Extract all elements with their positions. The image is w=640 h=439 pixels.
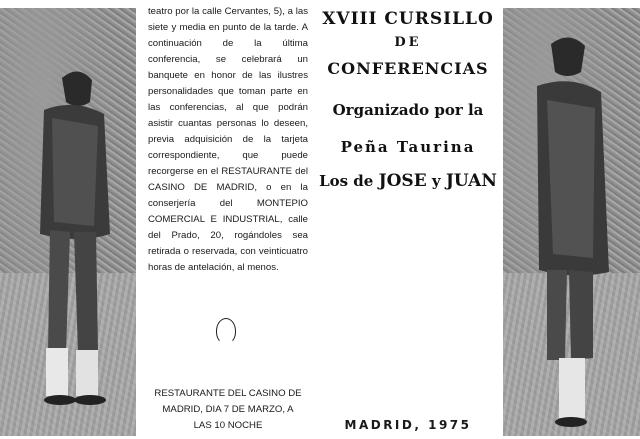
bullfighter-photo-left: [0, 8, 136, 436]
bullfighter-photo-right: [503, 8, 640, 436]
bullfighter-figure-right: [503, 8, 640, 436]
organizer-subtitle-part: y: [426, 172, 446, 190]
invitation-paragraph: teatro por la calle Cervantes, 5), a las siete y media en punto de la tarde. A continuación de la última conferencia, se celebrará un banquete en honor de las ilustres personalidades que toman parte en las conferencias, al que podrán asistir cuantas personas lo deseen, previa adquisición de la tarjeta correspondiente, que puede recorgerse en el RESTAURANTE del CASINO DE MADRID, o en la conserjería del MONTEPIO COMERCIAL E INDUSTRIAL, calle del Prado, 20, rogándoles sea retirada o reservada, con veinticuatro horas de antelación, al menos.: [148, 6, 308, 273]
invitation-text: [148, 4, 308, 276]
title-line: DE: [394, 35, 422, 50]
venue-line: LAS 10 NOCHE: [193, 420, 263, 431]
title-line: CONFERENCIAS: [327, 59, 489, 78]
organizer-subtitle: [318, 164, 498, 198]
organizer-subtitle-part: JUAN: [445, 171, 497, 191]
organizer-subtitle-part: JOSE: [378, 171, 427, 191]
title-line: XVIII CURSILLO: [322, 9, 494, 29]
horseshoe-emblem-icon: [216, 318, 236, 344]
bullfighter-figure-left: [0, 8, 136, 436]
venue-line: MADRID, DIA 7 DE MARZO, A: [162, 404, 294, 415]
organizer-line: Organizado por la: [332, 101, 484, 119]
cover-title: [318, 6, 498, 198]
venue-line: RESTAURANTE DEL CASINO DE: [154, 388, 302, 399]
city-year: MADRID, 1975: [344, 418, 472, 432]
organizer-subtitle-part: Los de: [319, 172, 379, 190]
venue-info: [140, 386, 316, 434]
organizer-name: Peña Taurina: [340, 138, 476, 156]
